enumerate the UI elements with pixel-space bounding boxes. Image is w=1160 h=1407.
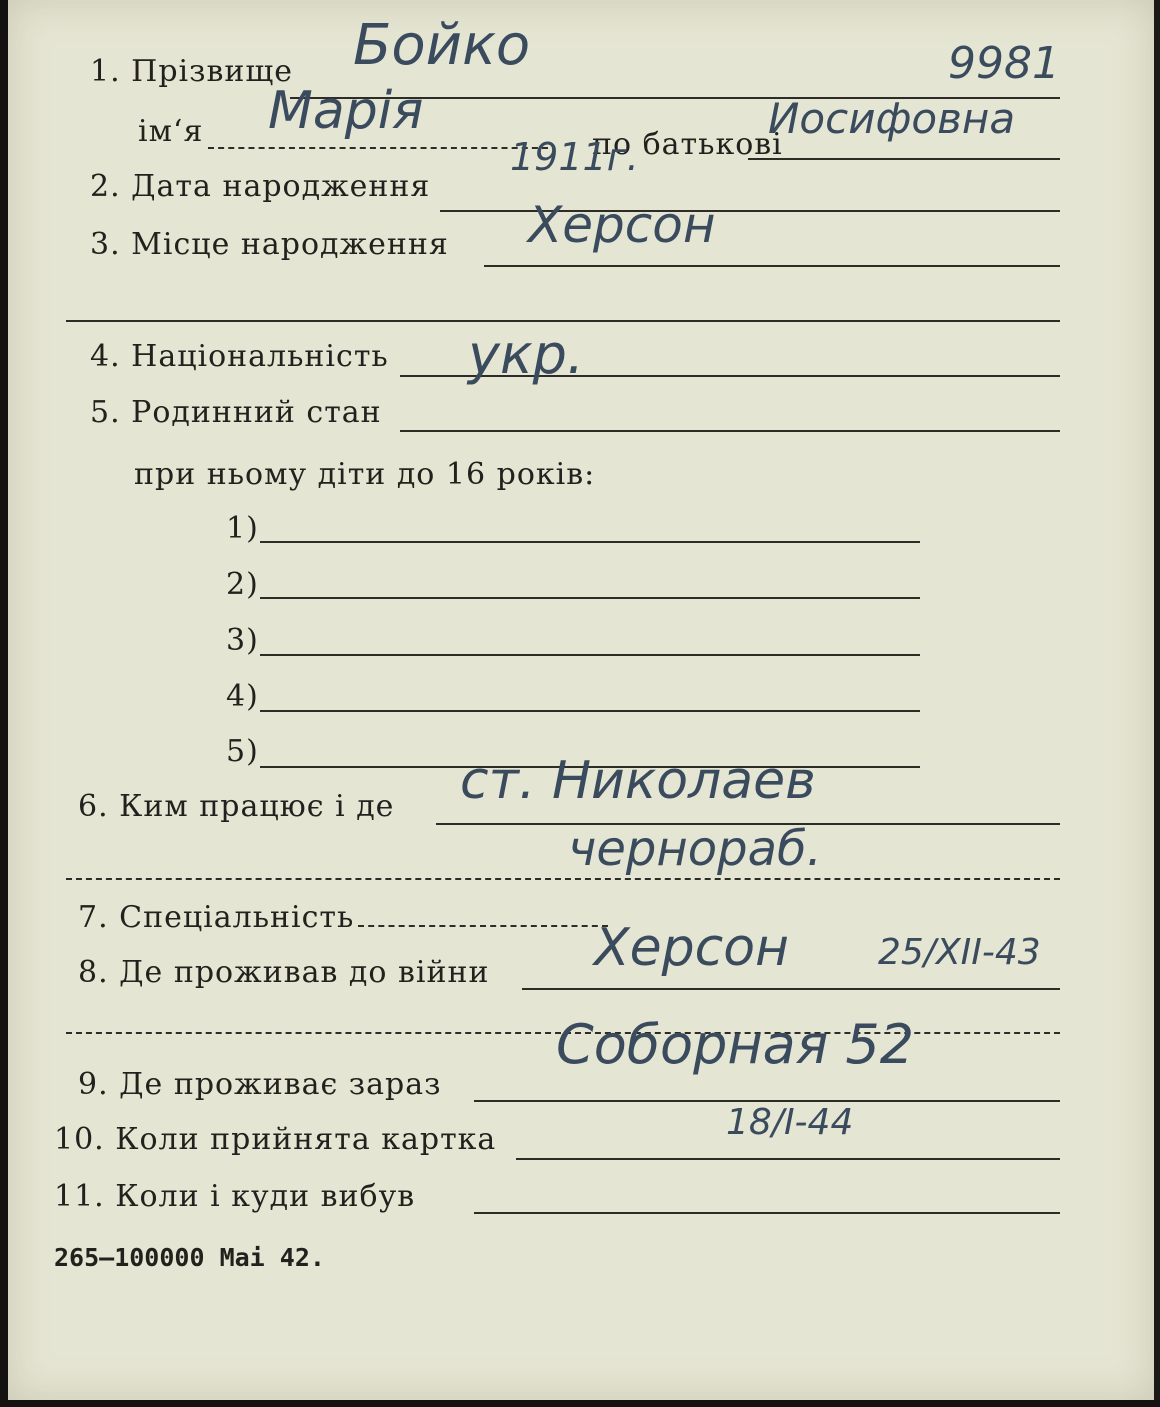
child-4-number: 4)	[226, 679, 259, 714]
first-name-value: Марія	[268, 81, 424, 141]
card-number: 9981	[948, 38, 1060, 89]
birth-place-line	[484, 265, 1060, 267]
birth-place-continuation-line	[66, 320, 1060, 322]
child-1-number: 1)	[226, 511, 259, 546]
registration-card	[8, 0, 1154, 1400]
child-1-line	[260, 541, 920, 543]
child-3-number: 3)	[226, 623, 259, 658]
departure-line	[474, 1212, 1060, 1214]
current-residence-value: Соборная 52	[556, 1013, 915, 1076]
prewar-residence-label: 8. Де проживав до війни	[78, 955, 490, 990]
birth-date-label: 2. Дата народження	[90, 169, 431, 204]
child-5-number: 5)	[226, 734, 259, 769]
prewar-residence-value: Херсон	[594, 918, 790, 978]
nationality-value: укр.	[468, 323, 585, 386]
child-2-number: 2)	[226, 567, 259, 602]
specialty-line	[358, 925, 608, 927]
child-4-line	[260, 710, 920, 712]
departure-label: 11. Коли і куди вибув	[54, 1179, 416, 1214]
card-accepted-value: 18/I-44	[726, 1102, 854, 1143]
surname-value: Бойко	[353, 13, 531, 78]
family-status-label: 5. Родинний стан	[90, 395, 382, 430]
scan-edge-left	[0, 0, 8, 1407]
current-residence-label: 9. Де проживає зараз	[78, 1067, 442, 1102]
children-heading: при ньому діти до 16 років:	[134, 457, 596, 492]
prewar-residence-line	[522, 988, 1060, 990]
workplace-continuation-line	[66, 878, 1060, 880]
print-code: 265—100000 Mai 42.	[54, 1243, 325, 1272]
first-name-label: ім‘я	[138, 114, 204, 149]
card-accepted-line	[516, 1158, 1060, 1160]
surname-label: 1. Прізвище	[90, 54, 294, 89]
prewar-residence-date: 25/XII-43	[878, 932, 1041, 973]
specialty-label: 7. Спеціальність	[78, 900, 355, 935]
card-accepted-label: 10. Коли прийнята картка	[54, 1122, 497, 1157]
patronymic-value: Иосифовна	[768, 94, 1016, 143]
patronymic-label: по батькові	[592, 127, 783, 162]
patronymic-line	[748, 158, 1060, 160]
workplace-value-line2: чернораб.	[568, 821, 822, 877]
first-name-line	[208, 147, 548, 149]
birth-date-value: 1911г.	[510, 135, 639, 179]
child-3-line	[260, 654, 920, 656]
workplace-label: 6. Ким працює і де	[78, 789, 395, 824]
nationality-label: 4. Національність	[90, 339, 389, 374]
scan-edge-bottom	[0, 1400, 1160, 1407]
child-2-line	[260, 597, 920, 599]
birth-place-value: Херсон	[528, 196, 716, 254]
family-status-line	[400, 430, 1060, 432]
birth-place-label: 3. Місце народження	[90, 227, 449, 262]
workplace-value-line1: ст. Николаев	[460, 751, 816, 811]
